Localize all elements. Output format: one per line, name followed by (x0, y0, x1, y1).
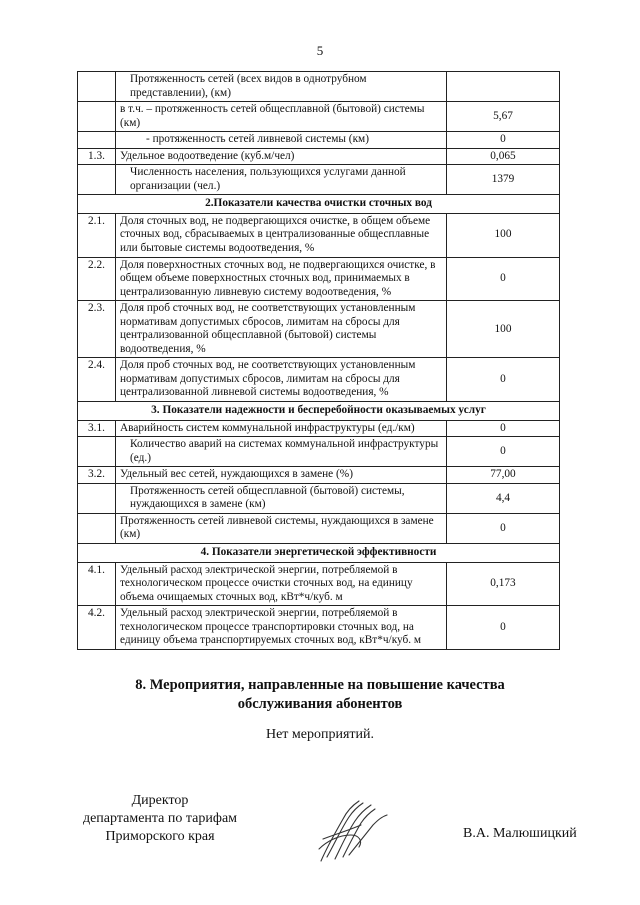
section-header: 2.Показатели качества очистки сточных вод (78, 195, 560, 214)
indicator-name: Количество аварий на системах коммунальной инфраструктуры (ед.) (116, 437, 447, 467)
row-number: 2.3. (78, 301, 116, 358)
row-number: 3.1. (78, 420, 116, 437)
indicator-name: Удельный вес сетей, нуждающихся в замене (%) (116, 467, 447, 484)
director-title-line2: департамента по тарифам (82, 811, 238, 827)
indicator-name: Протяженность сетей общесплавной (бытовой) системы, нуждающихся в замене (км) (116, 483, 447, 513)
indicator-name: Удельное водоотведение (куб.м/чел) (116, 148, 447, 165)
indicator-name: в т.ч. – протяженность сетей общесплавной (бытовой) системы (км) (116, 102, 447, 132)
table-row (78, 467, 560, 484)
indicator-name: Численность населения, пользующихся услугами данной организации (чел.) (116, 165, 447, 195)
indicator-name: Доля сточных вод, не подвергающихся очистке, в общем объеме сточных вод, сбрасываемых в централизованные общесплавные или бытовые системы водоотведения, % (116, 213, 447, 257)
row-number (78, 132, 116, 149)
table-row (78, 132, 560, 149)
table-row (78, 102, 560, 132)
row-number: 4.1. (78, 562, 116, 606)
table-row (78, 606, 560, 650)
table-row (78, 72, 560, 102)
indicator-name: Протяженность сетей (всех видов в однотрубном представлении), (км) (116, 72, 447, 102)
indicator-name: Доля проб сточных вод, не соответствующих установленным нормативам допустимых сбросов, лимитам на сбросы для централизованной ливневой системы водоотведения, % (116, 358, 447, 402)
indicator-value: 100 (447, 213, 560, 257)
table-row (78, 483, 560, 513)
indicators-table (77, 71, 560, 650)
section-8-heading (60, 676, 580, 713)
row-number (78, 165, 116, 195)
table-row (78, 165, 560, 195)
indicator-value: 0 (447, 606, 560, 650)
indicator-value: 0 (447, 358, 560, 402)
table-row (78, 562, 560, 606)
director-title-line3: Приморского края (105, 829, 215, 845)
indicator-name: Доля поверхностных сточных вод, не подвергающихся очистке, в общем объеме поверхностных сточных вод, принимаемых в централизованную ливневую систему водоотведения, % (116, 257, 447, 301)
row-number: 2.2. (78, 257, 116, 301)
indicator-name: Аварийность систем коммунальной инфраструктуры (ед./км) (116, 420, 447, 437)
indicator-value: 0,065 (447, 148, 560, 165)
page-number: 5 (316, 43, 324, 58)
section-header: 3. Показатели надежности и бесперебойности оказываемых услуг (78, 402, 560, 421)
director-title-line1: Директор (131, 793, 189, 808)
indicator-name: Протяженность сетей ливневой системы, нуждающихся в замене (км) (116, 513, 447, 543)
section-8-heading-line1: 8. Мероприятия, направленные на повышение качества (135, 677, 505, 693)
row-number: 4.2. (78, 606, 116, 650)
indicator-name: Удельный расход электрической энергии, потребляемой в технологическом процессе очистки сточных вод, на единицу объема очищаемых сточных вод, кВт*ч/куб. м (116, 562, 447, 606)
handwritten-signature (313, 795, 393, 865)
indicator-value: 5,67 (447, 102, 560, 132)
table-row (78, 420, 560, 437)
no-events-text: Нет мероприятий. (265, 727, 375, 742)
director-title (55, 792, 265, 847)
table-row (78, 301, 560, 358)
row-number: 3.2. (78, 467, 116, 484)
indicator-value: 100 (447, 301, 560, 358)
indicator-value (447, 72, 560, 102)
indicator-value: 0,173 (447, 562, 560, 606)
indicator-value: 0 (447, 420, 560, 437)
section-8-heading-line2: обслуживания абонентов (237, 695, 403, 712)
table-row (78, 257, 560, 301)
section-header-row (78, 543, 560, 562)
row-number (78, 72, 116, 102)
row-number: 2.4. (78, 358, 116, 402)
section-header-row (78, 195, 560, 214)
row-number (78, 102, 116, 132)
indicator-value: 0 (447, 257, 560, 301)
table-row (78, 358, 560, 402)
table-row (78, 437, 560, 467)
row-number: 2.1. (78, 213, 116, 257)
indicator-value: 0 (447, 513, 560, 543)
signatory-name: В.А. Малюшицкий (463, 826, 577, 841)
indicator-name: Доля проб сточных вод, не соответствующих установленным нормативам допустимых сбросов, лимитам на сбросы для централизованной общесплавной (бытовой) системы водоотведения, % (116, 301, 447, 358)
indicator-name: - протяженность сетей ливневой системы (км) (116, 132, 447, 149)
section-header: 4. Показатели энергетической эффективности (78, 543, 560, 562)
indicator-value: 4,4 (447, 483, 560, 513)
indicator-value: 0 (447, 132, 560, 149)
row-number (78, 437, 116, 467)
row-number (78, 513, 116, 543)
table-row (78, 213, 560, 257)
section-header-row (78, 402, 560, 421)
table-row (78, 148, 560, 165)
indicator-value: 0 (447, 437, 560, 467)
row-number: 1.3. (78, 148, 116, 165)
table-row (78, 513, 560, 543)
row-number (78, 483, 116, 513)
indicator-value: 77,00 (447, 467, 560, 484)
indicator-name: Удельный расход электрической энергии, потребляемой в технологическом процессе транспортировки сточных вод, на единицу объема транспортируемых сточных вод, кВт*ч/куб. м (116, 606, 447, 650)
indicator-value: 1379 (447, 165, 560, 195)
